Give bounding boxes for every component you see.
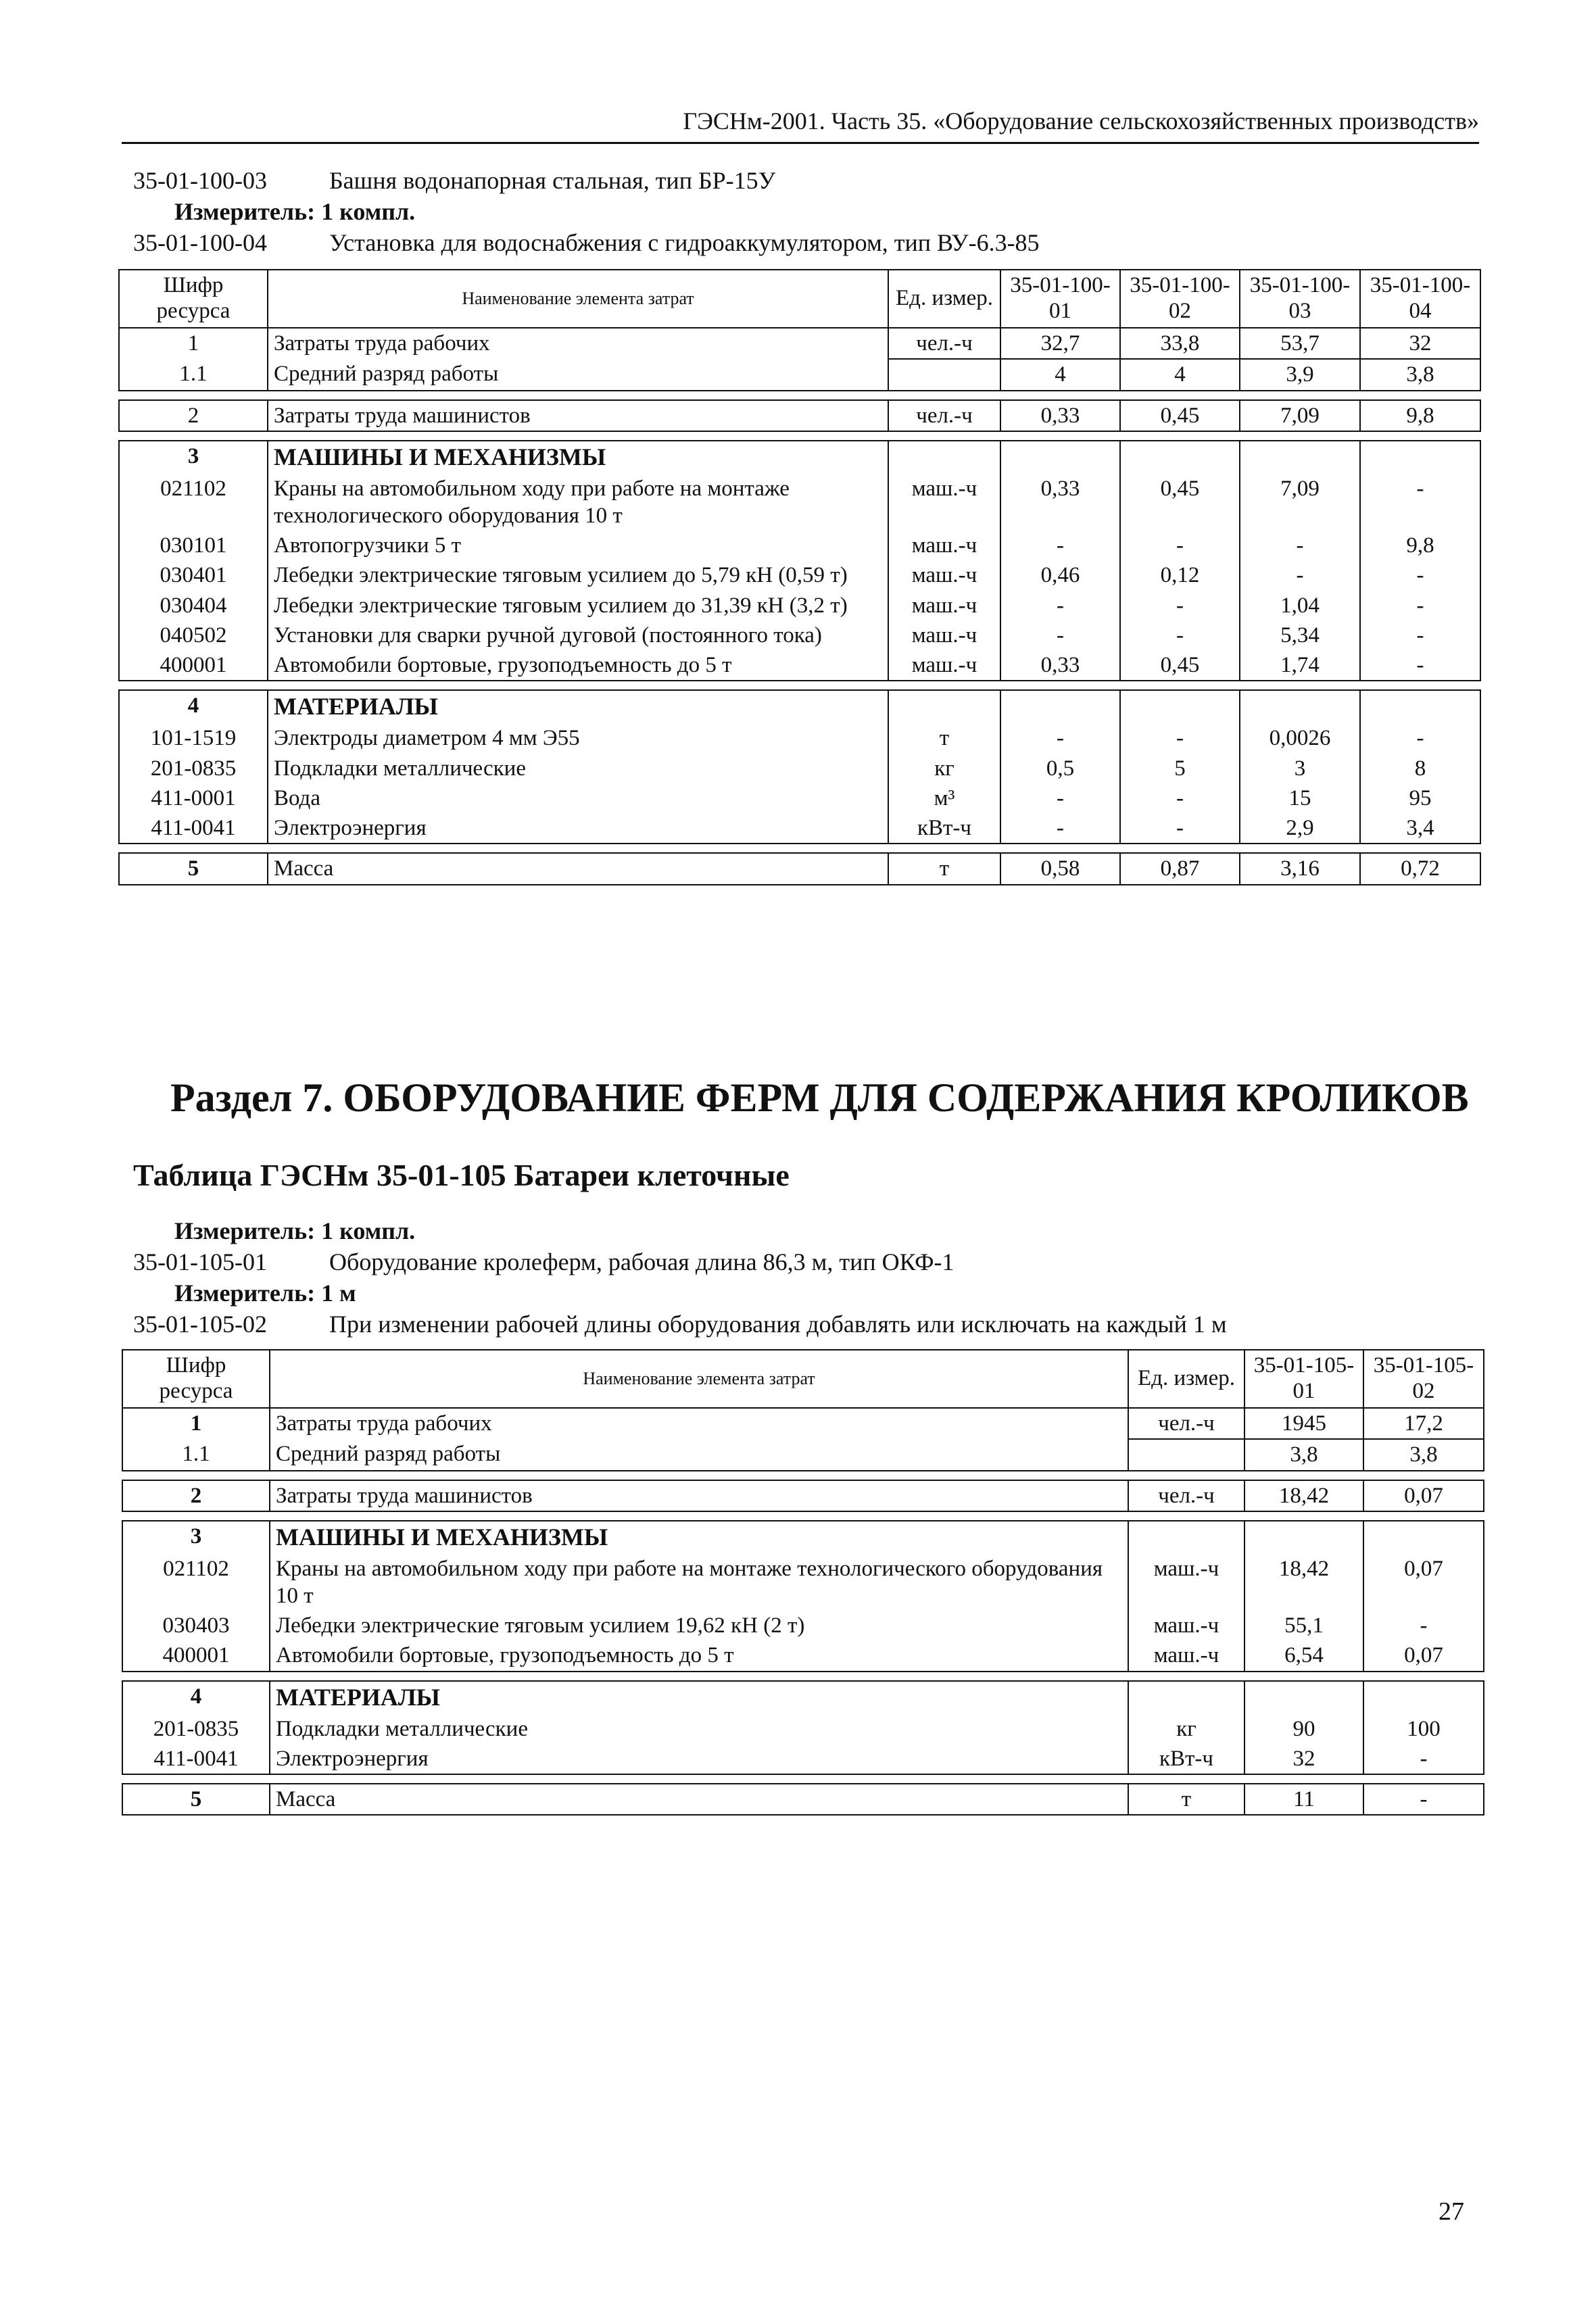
table-row [119,650,1480,681]
row-value: - [1120,813,1240,844]
row-value: 2,9 [1240,813,1360,844]
row-value: - [1363,1784,1484,1815]
row-code: 030404 [119,591,268,620]
row-value: - [1360,474,1480,531]
group-row [119,441,1480,474]
row-value: 4 [1000,359,1120,390]
row-value: 5 [1120,754,1240,783]
running-header: ГЭСНм-2001. Часть 35. «Оборудование сельскохозяйственных производств» [683,107,1479,135]
row-name: Средний разряд работы [270,1439,1128,1470]
row-code: 1 [119,328,268,359]
table-row [119,853,1480,884]
row-value: 15 [1240,783,1360,813]
table-row [119,591,1480,620]
group-title: МАШИНЫ И МЕХАНИЗМЫ [270,1521,1128,1554]
row-code: 030401 [119,560,268,590]
row-spacer [119,431,1480,441]
measure-unit: Измеритель: 1 компл. [174,198,416,225]
row-value: - [1363,1611,1484,1640]
row-value: 32 [1244,1744,1363,1774]
row-name: Лебедки электрические тяговым усилием 19,62 кН (2 т) [270,1611,1128,1640]
row-code: 3 [119,441,268,474]
row-name: Средний разряд работы [268,359,888,390]
header-col-100-03: 35-01-100-03 [1240,270,1360,328]
table-row [122,1744,1484,1774]
row-value: 0,58 [1000,853,1120,884]
row-value: 7,09 [1240,474,1360,531]
table-row [122,1439,1484,1470]
row-value: 32,7 [1000,328,1120,359]
header-col-100-02: 35-01-100-02 [1120,270,1240,328]
row-value: 6,54 [1244,1640,1363,1671]
row-spacer [119,391,1480,400]
row-spacer [119,844,1480,853]
row-value: - [1000,591,1120,620]
row-value: 3,16 [1240,853,1360,884]
row-value: 0,07 [1363,1640,1484,1671]
table-header-row [119,270,1480,328]
table-row [122,1408,1484,1439]
row-unit: т [888,853,1000,884]
row-value: 0,45 [1120,650,1240,681]
row-value: 11 [1244,1784,1363,1815]
row-value: 18,42 [1244,1554,1363,1611]
row-value: 3,4 [1360,813,1480,844]
row-unit: т [888,723,1000,753]
group-title: МАШИНЫ И МЕХАНИЗМЫ [268,441,888,474]
table-row [119,723,1480,753]
row-value: 7,09 [1240,400,1360,431]
row-unit: маш.-ч [1128,1554,1244,1611]
row-spacer [122,1471,1484,1480]
row-unit: кг [1128,1714,1244,1744]
table-row [119,813,1480,844]
row-value: 3,9 [1240,359,1360,390]
row-value: 0,07 [1363,1480,1484,1511]
row-unit [888,359,1000,390]
row-code: 411-0001 [119,783,268,813]
row-code: 400001 [119,650,268,681]
row-value: - [1000,531,1120,560]
row-unit: м³ [888,783,1000,813]
item-text: Установка для водоснабжения с гидроаккумулятором, тип ВУ-6.3-85 [329,229,1040,256]
item-line-35-01-105-02 [133,1310,1227,1338]
item-line-35-01-100-03 [133,166,775,195]
row-code: 411-0041 [122,1744,270,1774]
table-row [119,620,1480,650]
row-unit: чел.-ч [1128,1408,1244,1439]
table-row [119,474,1480,531]
row-unit [1128,1439,1244,1470]
row-code: 1.1 [122,1439,270,1470]
row-name: Затраты труда рабочих [270,1408,1128,1439]
measure-unit: Измеритель: 1 компл. [174,1217,416,1244]
row-value: 53,7 [1240,328,1360,359]
row-value: - [1000,620,1120,650]
row-value: 90 [1244,1714,1363,1744]
row-code: 2 [119,400,268,431]
row-value: 5,34 [1240,620,1360,650]
header-code: Шифр ресурса [122,1350,270,1408]
row-value: 3,8 [1363,1439,1484,1470]
row-name: Лебедки электрические тяговым усилием до 5,79 кН (0,59 т) [268,560,888,590]
group-title: МАТЕРИАЛЫ [268,690,888,723]
table-row [119,783,1480,813]
row-value: 95 [1360,783,1480,813]
section-title: Раздел 7. ОБОРУДОВАНИЕ ФЕРМ ДЛЯ СОДЕРЖАНИЯ КРОЛИКОВ [170,1075,1469,1120]
row-code: 4 [119,690,268,723]
row-value: - [1240,531,1360,560]
item-line-35-01-105-01 [133,1248,954,1276]
header-name: Наименование элемента затрат [268,270,888,328]
item-code: 35-01-105-01 [133,1248,267,1275]
row-value: - [1000,723,1120,753]
row-value: - [1240,560,1360,590]
row-name: Автомобили бортовые, грузоподъемность до 5 т [270,1640,1128,1671]
resource-table-105 [122,1349,1484,1816]
item-text: При изменении рабочей длины оборудования добавлять или исключать на каждый 1 м [329,1311,1227,1338]
table-row [122,1554,1484,1611]
item-text: Оборудование кролеферм, рабочая длина 86,3 м, тип ОКФ-1 [329,1248,954,1275]
row-code: 201-0835 [122,1714,270,1744]
row-code: 1 [122,1408,270,1439]
group-title: МАТЕРИАЛЫ [270,1681,1128,1714]
row-code: 021102 [119,474,268,531]
row-value: - [1120,591,1240,620]
row-value: 100 [1363,1714,1484,1744]
item-text: Башня водонапорная стальная, тип БР-15У [329,167,776,194]
header-col-105-01: 35-01-105-01 [1244,1350,1363,1408]
group-row [122,1681,1484,1714]
row-spacer [122,1672,1484,1681]
row-unit: кВт-ч [1128,1744,1244,1774]
row-code: 3 [122,1521,270,1554]
table-row [122,1611,1484,1640]
item-line-35-01-100-04 [133,228,1040,257]
row-value: - [1120,783,1240,813]
row-spacer [119,681,1480,690]
row-name: Подкладки металлические [270,1714,1128,1744]
row-value: 3,8 [1360,359,1480,390]
row-value: 9,8 [1360,400,1480,431]
row-value: 33,8 [1120,328,1240,359]
row-name: Электроэнергия [268,813,888,844]
row-name: Масса [270,1784,1128,1815]
row-value: - [1360,650,1480,681]
row-code: 021102 [122,1554,270,1611]
row-unit: кг [888,754,1000,783]
row-unit: маш.-ч [888,650,1000,681]
table-row [119,531,1480,560]
row-code: 1.1 [119,359,268,390]
row-code: 5 [122,1784,270,1815]
row-value: 17,2 [1363,1408,1484,1439]
row-value: 3 [1240,754,1360,783]
row-unit: чел.-ч [888,328,1000,359]
header-col-100-01: 35-01-100-01 [1000,270,1120,328]
row-value: 0,33 [1000,650,1120,681]
item-code: 35-01-105-02 [133,1311,267,1338]
row-value: - [1360,591,1480,620]
row-spacer [122,1774,1484,1784]
row-name: Краны на автомобильном ходу при работе на монтаже технологического оборудования 10 т [270,1554,1128,1611]
row-value: 0,12 [1120,560,1240,590]
row-code: 4 [122,1681,270,1714]
header-col-105-02: 35-01-105-02 [1363,1350,1484,1408]
row-value: 1,74 [1240,650,1360,681]
table-header-row [122,1350,1484,1408]
row-value: - [1120,531,1240,560]
row-value: 0,33 [1000,474,1120,531]
row-unit: кВт-ч [888,813,1000,844]
row-value: 0,46 [1000,560,1120,590]
row-value: 3,8 [1244,1439,1363,1470]
row-name: Лебедки электрические тяговым усилием до 31,39 кН (3,2 т) [268,591,888,620]
header-rule [122,142,1479,144]
row-value: - [1120,620,1240,650]
row-name: Масса [268,853,888,884]
row-code: 5 [119,853,268,884]
row-value: 0,45 [1120,400,1240,431]
row-value: 0,07 [1363,1554,1484,1611]
row-value: 4 [1120,359,1240,390]
table-row [122,1480,1484,1511]
row-value: 32 [1360,328,1480,359]
row-code: 400001 [122,1640,270,1671]
row-value: 8 [1360,754,1480,783]
group-row [119,690,1480,723]
row-name: Электроды диаметром 4 мм Э55 [268,723,888,753]
row-spacer [122,1511,1484,1521]
row-name: Затраты труда машинистов [270,1480,1128,1511]
row-unit: маш.-ч [1128,1611,1244,1640]
row-unit: маш.-ч [888,591,1000,620]
row-code: 101-1519 [119,723,268,753]
header-unit: Ед. измер. [1128,1350,1244,1408]
row-name: Затраты труда машинистов [268,400,888,431]
measure-unit: Измеритель: 1 м [174,1280,356,1307]
row-name: Автопогрузчики 5 т [268,531,888,560]
header-col-100-04: 35-01-100-04 [1360,270,1480,328]
row-value: 55,1 [1244,1611,1363,1640]
resource-table-100 [118,269,1481,885]
table-row [119,400,1480,431]
header-name: Наименование элемента затрат [270,1350,1128,1408]
row-value: 0,33 [1000,400,1120,431]
item-code: 35-01-100-03 [133,167,267,194]
row-value: 0,0026 [1240,723,1360,753]
row-name: Краны на автомобильном ходу при работе на монтаже технологического оборудования 10 т [268,474,888,531]
table-row [119,560,1480,590]
row-name: Автомобили бортовые, грузоподъемность до 5 т [268,650,888,681]
row-value: 9,8 [1360,531,1480,560]
row-value: 0,72 [1360,853,1480,884]
header-code: Шифр ресурса [119,270,268,328]
row-code: 040502 [119,620,268,650]
table-row [122,1784,1484,1815]
row-value: - [1000,783,1120,813]
row-code: 030101 [119,531,268,560]
row-value: 18,42 [1244,1480,1363,1511]
row-value: - [1363,1744,1484,1774]
row-name: Установки для сварки ручной дуговой (постоянного тока) [268,620,888,650]
row-value: - [1360,723,1480,753]
table-row [122,1640,1484,1671]
row-code: 2 [122,1480,270,1511]
row-unit: маш.-ч [888,531,1000,560]
table-row [122,1714,1484,1744]
row-name: Подкладки металлические [268,754,888,783]
row-value: 1945 [1244,1408,1363,1439]
table-row [119,328,1480,359]
row-unit: маш.-ч [888,620,1000,650]
row-unit: чел.-ч [1128,1480,1244,1511]
table-row [119,754,1480,783]
row-value: 0,87 [1120,853,1240,884]
row-name: Вода [268,783,888,813]
row-unit: маш.-ч [888,560,1000,590]
row-name: Затраты труда рабочих [268,328,888,359]
row-value: - [1000,813,1120,844]
row-code: 411-0041 [119,813,268,844]
row-value: 0,5 [1000,754,1120,783]
row-value: 0,45 [1120,474,1240,531]
header-unit: Ед. измер. [888,270,1000,328]
table-title: Таблица ГЭСНм 35-01-105 Батареи клеточные [133,1158,790,1192]
table-row [119,359,1480,390]
row-unit: чел.-ч [888,400,1000,431]
item-code: 35-01-100-04 [133,229,267,256]
page-number: 27 [1438,2197,1464,2226]
row-value: 1,04 [1240,591,1360,620]
row-unit: маш.-ч [1128,1640,1244,1671]
group-row [122,1521,1484,1554]
row-unit: т [1128,1784,1244,1815]
row-code: 030403 [122,1611,270,1640]
row-name: Электроэнергия [270,1744,1128,1774]
row-value: - [1360,560,1480,590]
row-value: - [1120,723,1240,753]
row-code: 201-0835 [119,754,268,783]
row-unit: маш.-ч [888,474,1000,531]
row-value: - [1360,620,1480,650]
